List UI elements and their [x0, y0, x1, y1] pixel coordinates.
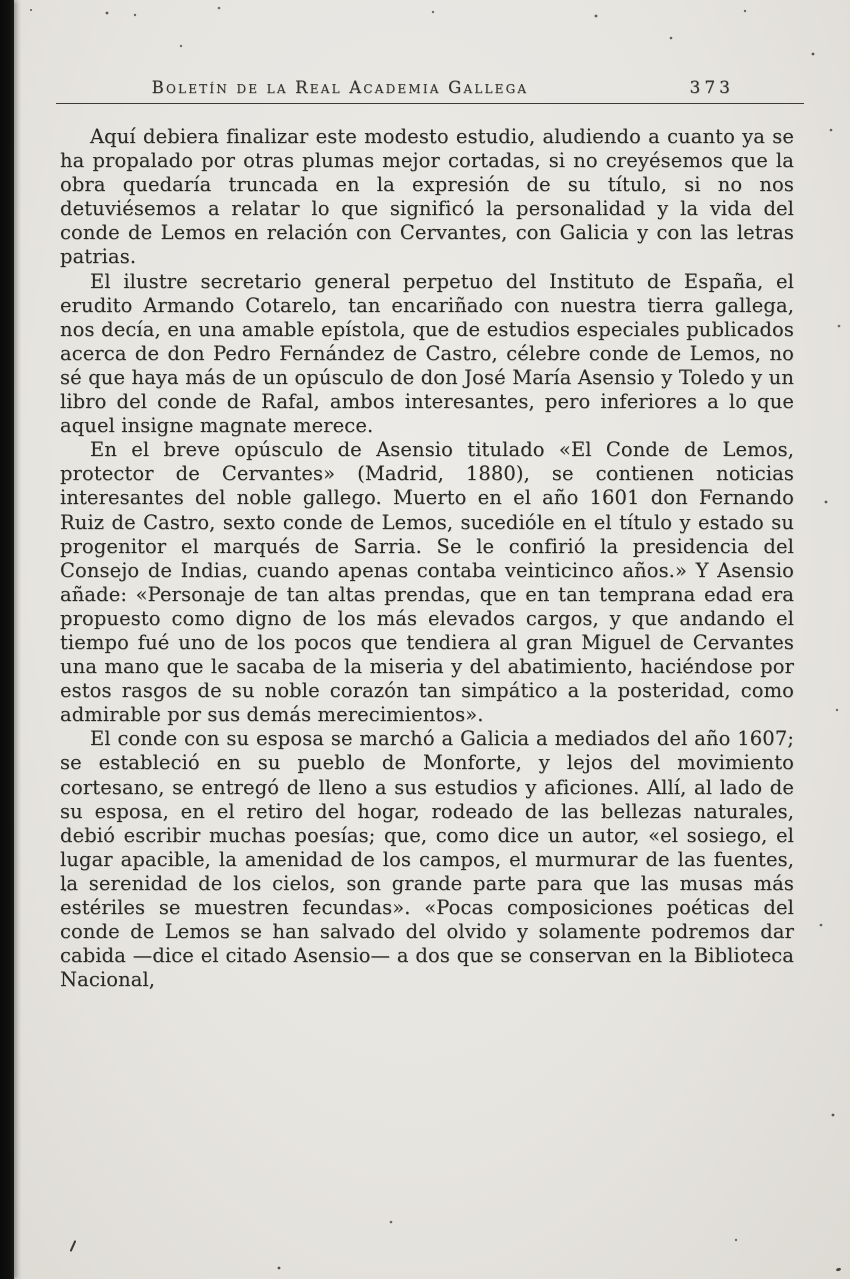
page-header: [58, 78, 802, 100]
scan-stray-mark: [70, 1240, 77, 1252]
scan-edge-strip: [0, 0, 14, 1279]
paragraph: El ilustre secretario general perpetuo del Instituto de España, el erudito Armando Cotarelo, tan encariñado con nuestra tierra gallega, nos decía, en una amable epístola, que de estudios especiales publicados acerca de don Pedro Fernández de Castro, célebre conde de Lemos, no sé que haya más de un opúsculo de don José María Asensio y Toledo y un libro del conde de Rafal, ambos interesantes, pero inferiores a lo que aquel insigne magnate merece.: [60, 269, 794, 438]
body-text: [60, 125, 794, 992]
paragraph: Aquí debiera finalizar este modesto estudio, aludiendo a cuanto ya se ha propalado por otras plumas mejor cortadas, si no creyésemos que la obra quedaría truncada en la expresión de su título, si no nos detuviésemos a relatar lo que significó la personalidad y la vida del conde de Lemos en relación con Cervantes, con Galicia y con las letras patrias.: [60, 125, 794, 269]
scan-noise-specks: [30, 9, 32, 11]
header-rule: [56, 103, 804, 104]
scan-stray-mark: [836, 1267, 842, 1271]
page-number: 373: [689, 78, 734, 98]
paragraph: En el breve opúsculo de Asensio titulado «El Conde de Lemos, protector de Cervantes» (Madrid, 1880), se contienen noticias interesantes del noble gallego. Muerto en el año 1601 don Fernando Ruiz de Castro, sexto conde de Lemos, sucedióle en el título y estado su progenitor el marqués de Sarria. Se le confirió la presidencia del Consejo de Indias, cuando apenas contaba veinticinco años.» Y Asensio añade: «Personaje de tan altas prendas, que en tan temprana edad era propuesto como digno de los más elevados cargos, y que andando el tiempo fué uno de los pocos que tendiera al gran Miguel de Cervantes una mano que le sacaba de la miseria y del abatimiento, haciéndose por estos rasgos de su noble corazón tan simpático a la posteridad, como admirable por sus demás merecimientos».: [60, 438, 794, 727]
journal-title: Boletín de la Real Academia Gallega: [151, 78, 529, 97]
paragraph: El conde con su esposa se marchó a Galicia a mediados del año 1607; se estableció en su pueblo de Monforte, y lejos del movimiento cortesano, se entregó de lleno a sus estudios y aficiones. Allí, al lado de su esposa, en el retiro del hogar, rodeado de las bellezas naturales, debió escribir muchas poesías; que, como dice un autor, «el sosiego, el lugar apacible, la amenidad de los campos, el murmurar de las fuentes, la serenidad de los cielos, son grande parte para que las musas más estériles se muestren fecundas». «Pocas composiciones poéticas del conde de Lemos se han salvado del olvido y solamente podremos dar cabida —dice el citado Asensio— a dos que se conservan en la Biblioteca Nacional,: [60, 727, 794, 992]
